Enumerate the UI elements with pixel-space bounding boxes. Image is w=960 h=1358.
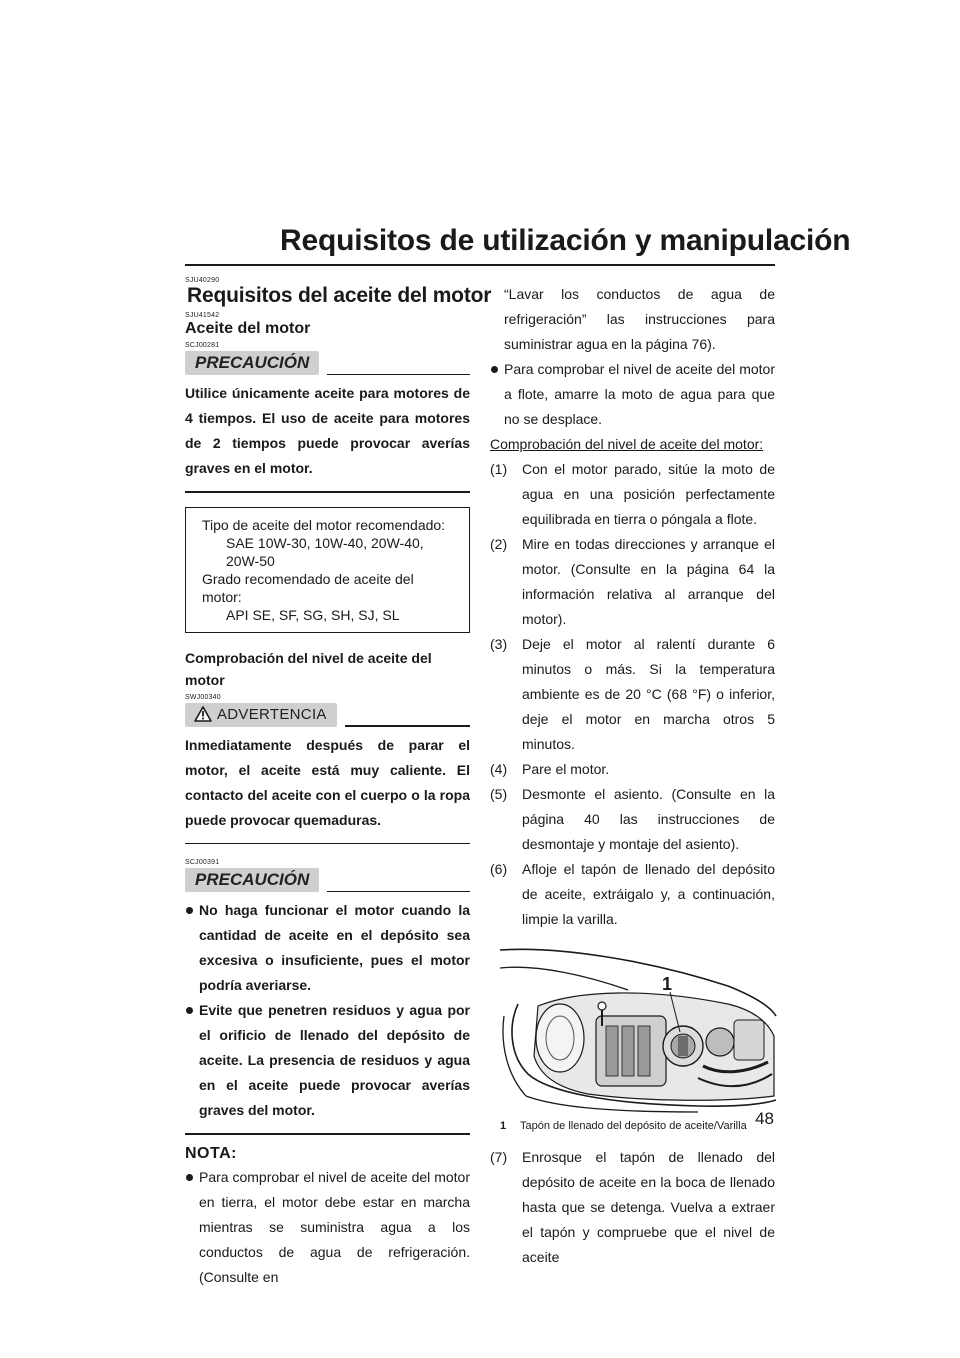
warning-triangle-icon [194,706,212,722]
step-text: Pare el motor. [522,761,610,777]
spec-line: API SE, SF, SG, SH, SJ, SL [226,606,400,623]
spec-line: Tipo de aceite del motor recomendado: [202,516,446,533]
list-item [490,532,775,632]
caution-label: PRECAUCIÓN [185,351,319,375]
warning-text: Inmediatamente después de parar el motor, el aceite está muy caliente. El contacto del aceite con el cuerpo o la ropa puede provocar quemaduras. [185,736,470,828]
warning-rule [345,725,470,727]
step-number: (3) [490,636,508,652]
warning-end-rule [185,843,470,845]
engine-compartment-drawing [498,946,778,1113]
step-number: (4) [490,761,508,777]
caution-text: Utilice únicamente aceite para motores de 4 tiempos. El uso de aceite para motores de 2 tiempos puede provocar averías graves en el motor. [185,385,470,476]
list-item [490,782,775,857]
list-item [490,857,775,932]
list-item: No haga funcionar el motor cuando la cantidad de aceite en el depósito sea excesiva o insuficiente, pues el motor podría averiarse. [185,898,470,998]
warning-code: SWJ00340 [185,693,221,701]
figure-caption [500,1119,775,1133]
warning-label: ADVERTENCIA [217,705,327,723]
figure-callout-number: 1 [662,974,673,994]
caution2-header [185,868,470,892]
step-number: (5) [490,786,508,802]
page-number: 48 [755,1109,774,1128]
caution-header [185,351,470,375]
step-text: Deje el motor al ralentí durante 6 minutos o más. Si la temperatura ambiente es de 20 °C (68 °F) o inferior, deje el motor en marcha otros 5 minutos. [522,636,775,752]
left-column [185,276,492,1290]
step-text: Afloje el tapón de llenado del depósito de aceite, extráigalo y, a continuación, limpie la varilla. [522,861,775,927]
caution-rule [327,374,470,376]
step-number: (2) [490,536,508,552]
warning-label-box [185,703,337,727]
header-rule [185,264,775,266]
step-text: Enrosque el tapón de llenado del depósito de aceite en la boca de llenado hasta que se detenga. Vuelva a extraer el tapón y compruebe que el nivel de aceite [522,1149,775,1265]
spec-line: SAE 10W-30, 10W-40, 20W-40, 20W-50 [226,534,424,569]
caution2-rule [327,891,470,893]
nota-label: NOTA: [185,1144,237,1162]
caption-text: Tapón de llenado del depósito de aceite/Varilla [520,1120,747,1132]
subsection-title: Aceite del motor [185,320,311,337]
page-header-title: Requisitos de utilización y manipulación [280,224,851,257]
caution2-end-rule [185,1133,470,1135]
list-item [490,757,775,782]
step-text: Desmonte el asiento. (Consulte en la página 40 las instrucciones de desmontaje y montaje del asiento). [522,786,775,852]
check-title: Comprobación del nivel de aceite del motor [185,649,432,688]
right-column [490,282,775,1270]
caution2-code: SCJ00391 [185,859,220,866]
caution2-label: PRECAUCIÓN [185,868,319,892]
spec-line: Grado recomendado de aceite del motor: [202,570,414,605]
step-number: (6) [490,861,508,877]
section-code: SJU40290 [185,277,220,284]
step-text: Con el motor parado, sitúe la moto de agua en una posición perfectamente equilibrada en tierra o póngala a flote. [522,461,775,527]
caption-number: 1 [500,1120,507,1132]
procedure-steps [490,457,775,932]
list-item [490,632,775,757]
caution-end-rule [185,491,470,493]
oil-spec-box [185,507,470,633]
list-item [490,457,775,532]
list-item: Evite que penetren residuos y agua por el orificio de llenado del depósito de aceite. La presencia de residuos y agua en el aceite puede provocar averías graves del motor. [185,998,470,1123]
engine-oil-cap-illustration [498,946,778,1113]
caution-code: SCJ00281 [185,342,220,349]
procedure-title: Comprobación del nivel de aceite del motor: [490,436,764,452]
warning-header [185,703,470,727]
subsection-code: SJU41542 [185,312,220,319]
step-number: (1) [490,461,508,477]
nota-bullet-1-continued: “Lavar los conductos de agua de refrigeración” las instrucciones para suministrar agua en la página 76). [504,286,775,352]
list-item [490,1145,775,1270]
caution2-list [185,898,470,1123]
section-title: Requisitos del aceite del motor [187,284,492,307]
step-number: (7) [490,1149,508,1165]
nota-bullet-1: Para comprobar el nivel de aceite del motor en tierra, el motor debe estar en marcha mientras se suministra agua a los conductos de agua de refrigeración. (Consulte en [185,1165,470,1290]
nota-bullet-2: Para comprobar el nivel de aceite del motor a flote, amarre la moto de agua para que no se desplace. [490,357,775,432]
step-text: Mire en todas direcciones y arranque el motor. (Consulte en la página 64 la información relativa al arranque del motor). [522,536,775,627]
